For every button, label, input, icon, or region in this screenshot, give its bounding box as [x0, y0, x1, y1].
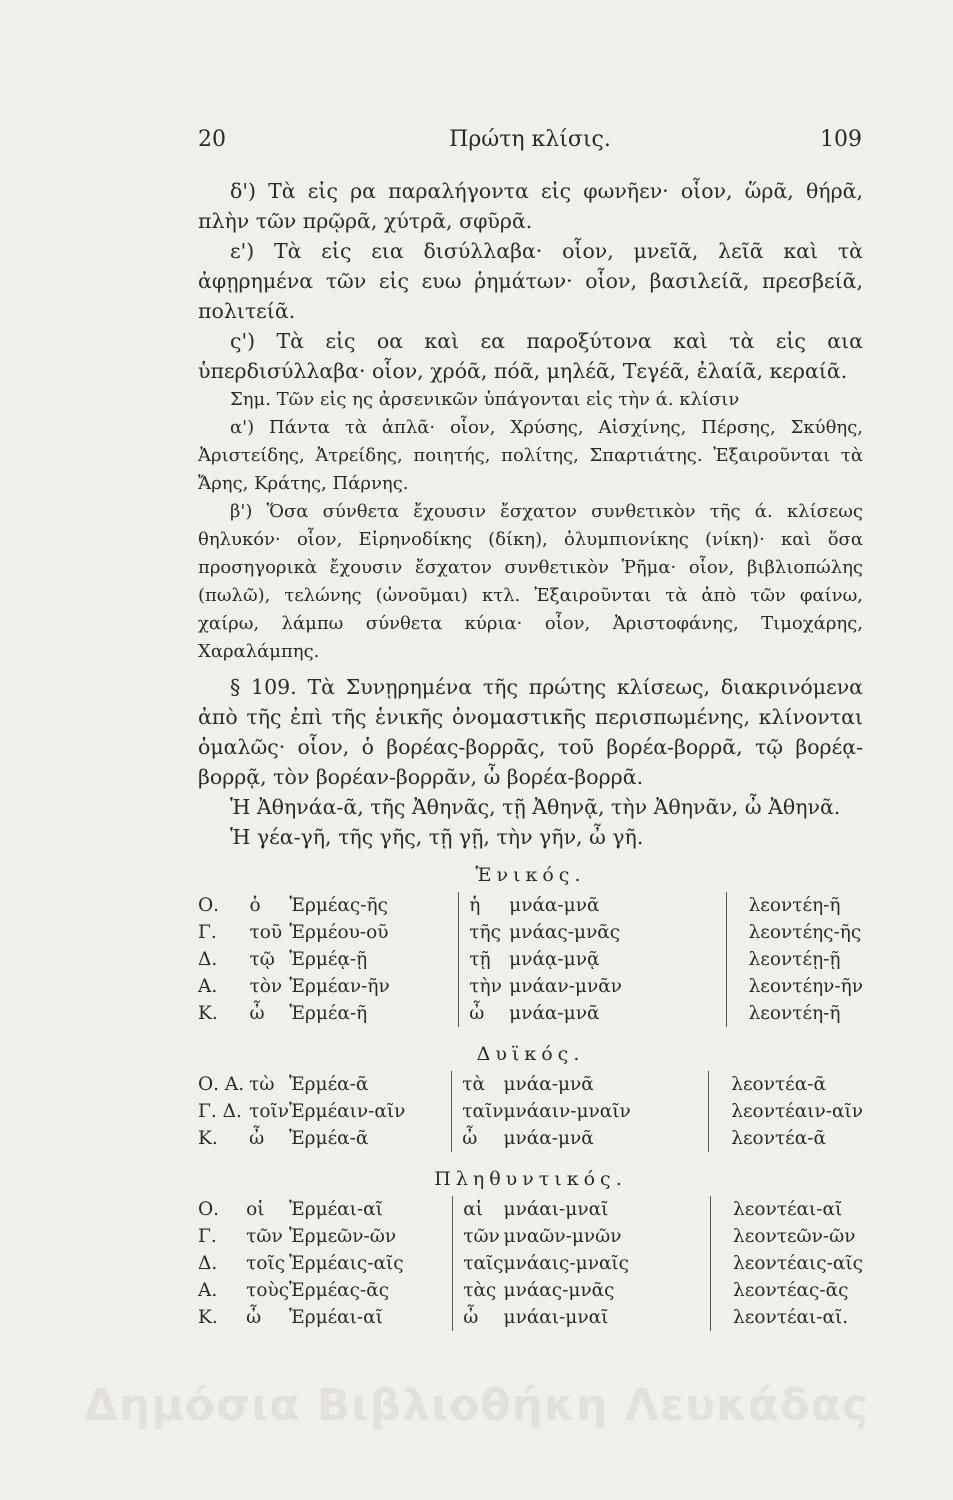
section-number: 109 [820, 127, 862, 152]
hermes-form: Ἑρμέᾳ-ῇ [289, 946, 458, 973]
mna-form: μνάας-μνᾶς [504, 1277, 711, 1304]
case-label: Κ. [198, 1307, 218, 1328]
hermes-form: Ἑρμέα-ᾶ [289, 1125, 452, 1152]
article-fem: ὦ [462, 1128, 478, 1149]
table-row [198, 1071, 863, 1098]
leontee-form: λεοντέῃ-ῇ [748, 949, 841, 970]
section-109-athena: Ἡ Ἀθηνάα-ᾶ, τῆς Ἀθηνᾶς, τῇ Ἀθηνᾷ, τὴν Ἀθηνᾶν, ὦ Ἀθηνᾶ. [230, 795, 841, 819]
article-fem: τῶν [463, 1226, 500, 1247]
case-label: Δ. [198, 1253, 218, 1274]
mna-form: μνάας-μνᾶς [509, 919, 726, 946]
hermes-form: Ἑρμέου-οῦ [289, 919, 458, 946]
mna-form: μνάα-μνᾶ [509, 1000, 726, 1027]
hermes-form: Ἑρμέας-ᾶς [289, 1277, 453, 1304]
mna-form: μνάα-μνᾶ [503, 1071, 708, 1098]
article-masc: ὦ [246, 1307, 262, 1328]
article-fem: αἱ [463, 1199, 483, 1220]
leontee-form: λεοντέη-ῆ [748, 895, 841, 916]
leontee-form: λεοντέα-ᾶ [731, 1074, 826, 1095]
table-row [198, 1223, 863, 1250]
article-fem: τὴν [469, 976, 502, 997]
article-masc: τοῖς [246, 1253, 286, 1274]
page-number: 20 [198, 127, 226, 152]
note-b: β') Ὅσα σύνθετα ἔχουσιν ἔσχατον συνθετικὸν τῆς ά. κλίσεως θηλυκόν· οἷον, Εἰρηνοδίκης (δίκη), ὀλυμπιονίκης (νίκη)· καὶ ὅσα προσηγορικὰ ἔχουσιν ἔσχατον συνθετικὸν Ῥῆμα· οἷον, βιβλιοπώλης (πωλῶ), τελώνης (ὠνοῦμαι) κτλ. Ἐξαιροῦνται τὰ ἀπὸ τῶν φαίνω, χαίρω, λάμπω σύνθετα κύρια· οἷον, Ἀριστοφάνης, Τιμοχάρης, Χαραλάμπης. [198, 501, 863, 662]
case-label: Κ. [198, 1128, 218, 1149]
mna-form: μνάα-μνᾶ [503, 1125, 708, 1152]
leontee-form: λεοντέης-ῆς [748, 922, 862, 943]
leontee-form: λεοντέας-ᾶς [733, 1280, 849, 1301]
table-row [198, 1098, 863, 1125]
hermes-form: Ἑρμέαι-αῖ [289, 1196, 453, 1223]
case-label: Ο. [198, 895, 220, 916]
paragraph-d: δ') Τὰ εἰς ρα παραλήγοντα εἰς φωνῆεν· οἷον, ὥρᾶ, θήρᾶ, πλὴν τῶν πρῷρᾶ, χύτρᾶ, σφῦρᾶ. [198, 179, 863, 233]
leontee-form: λεοντέην-ῆν [748, 976, 863, 997]
mna-form: μναῶν-μνῶν [504, 1223, 711, 1250]
table-row [198, 892, 863, 919]
mna-form: μνάαις-μναῖς [504, 1250, 711, 1277]
hermes-form: Ἑρμέαιν-αῖν [289, 1098, 452, 1125]
hermes-form: Ἑρμέαι-αῖ [289, 1304, 453, 1331]
case-label: Γ. [198, 1226, 217, 1247]
table-row [198, 919, 863, 946]
page-header [198, 127, 862, 161]
mna-form: μνάα-μνᾶ [509, 892, 726, 919]
table-row [198, 1000, 863, 1027]
hermes-form: Ἑρμεῶν-ῶν [289, 1223, 453, 1250]
article-fem: ὦ [469, 1003, 485, 1024]
case-label: Α. [198, 976, 218, 997]
section-109-ge: Ἡ γέα-γῆ, τῆς γῆς, τῇ γῇ, τὴν γῆν, ὦ γῆ. [230, 825, 644, 849]
paragraph-st: ς') Τὰ εἰς οα καὶ εα παροξύτονα καὶ τὰ εἰς αια ὑπερδισύλλαβα· οἷον, χρόᾶ, πόᾶ, μηλέᾶ, Τεγέᾶ, ἐλαίᾶ, κεραίᾶ. [198, 329, 863, 383]
leontee-form: λεοντέαι-αῖ. [733, 1307, 849, 1328]
article-masc: τὼ [249, 1074, 275, 1095]
case-label: Α. [198, 1280, 218, 1301]
leontee-form: λεοντέαι-αῖ [733, 1199, 843, 1220]
case-label: Γ. Δ. [198, 1101, 242, 1122]
article-masc: οἱ [246, 1199, 265, 1220]
table-row [198, 946, 863, 973]
mna-form: μνάαιν-μναῖν [503, 1098, 708, 1125]
hermes-form: Ἑρμέαις-αῖς [289, 1250, 453, 1277]
table-row [198, 973, 863, 1000]
table-row [198, 1250, 863, 1277]
singular-heading: Ἑνικός. [475, 864, 586, 886]
hermes-form: Ἑρμέας-ῆς [289, 892, 458, 919]
table-row [198, 1304, 863, 1331]
case-label: Ο. Α. [198, 1074, 245, 1095]
article-fem: τὰ [462, 1074, 485, 1095]
case-label: Δ. [198, 949, 218, 970]
article-fem: ταῖν [462, 1101, 504, 1122]
case-label: Κ. [198, 1003, 218, 1024]
dual-table [198, 1071, 863, 1152]
mna-form: μνάᾳ-μνᾷ [509, 946, 726, 973]
mna-form: μνάαι-μναῖ [504, 1196, 711, 1223]
plural-heading: Πληθυντικός. [434, 1168, 627, 1190]
plural-table [198, 1196, 863, 1331]
article-masc: τοῖν [249, 1101, 290, 1122]
leontee-form: λεοντέη-ῆ [748, 1003, 841, 1024]
article-fem: τὰς [463, 1280, 497, 1301]
case-label: Ο. [198, 1199, 220, 1220]
article-masc: ὦ [249, 1003, 265, 1024]
hermes-form: Ἑρμέα-ᾶ [289, 1071, 452, 1098]
section-109-text: § 109. Τὰ Συνῃρημένα τῆς πρώτης κλίσεως, διακρινόμενα ἀπὸ τῆς ἐπὶ τῆς ἑνικῆς ὀνομαστικῆς περισπωμένης, κλίνονται ὁμαλῶς· οἷον, ὁ βορέας-βορρᾶς, τοῦ βορέα-βορρᾶ, τῷ βορέᾳ-βορρᾷ, τὸν βορέαν-βορρᾶν, ὦ βορέα-βορρᾶ. [198, 675, 863, 789]
article-masc: ὦ [249, 1128, 265, 1149]
page-body [198, 176, 863, 1331]
article-masc: τῷ [249, 949, 275, 970]
table-row [198, 1196, 863, 1223]
table-row [198, 1277, 863, 1304]
article-masc: τοὺς [246, 1280, 290, 1301]
mna-form: μνάαι-μναῖ [504, 1304, 711, 1331]
article-masc: τῶν [246, 1226, 283, 1247]
article-fem: τῇ [469, 949, 491, 970]
article-fem: ταῖς [463, 1253, 504, 1274]
hermes-form: Ἑρμέα-ῆ [289, 1000, 458, 1027]
mna-form: μνάαν-μνᾶν [509, 973, 726, 1000]
article-masc: ὁ [249, 895, 261, 916]
article-masc: τοῦ [249, 922, 283, 943]
article-masc: τὸν [249, 976, 283, 997]
article-fem: ἡ [469, 895, 481, 916]
article-fem: ὦ [463, 1307, 479, 1328]
leontee-form: λεοντεῶν-ῶν [733, 1226, 856, 1247]
running-title: Πρώτη κλίσις. [449, 127, 611, 152]
dual-heading: Δυϊκός. [476, 1043, 585, 1065]
article-fem: τῆς [469, 922, 501, 943]
singular-table [198, 892, 863, 1027]
table-row [198, 1125, 863, 1152]
paragraph-e: ε') Τὰ εἰς εια δισύλλαβα· οἷον, μνεῖᾶ, λεῖᾶ καὶ τὰ ἀφῃρημένα τῶν εἰς ευω ῥημάτων· οἷον, βασιλείᾶ, πρεσβείᾶ, πολιτείᾶ. [198, 239, 863, 323]
case-label: Γ. [198, 922, 217, 943]
note-a: α') Πάντα τὰ ἁπλᾶ· οἷον, Χρύσης, Αἰσχίνης, Πέρσης, Σκύθης, Ἀριστείδης, Ἀτρείδης, ποιητής, πολίτης, Σπαρτιάτης. Ἐξαιροῦνται τὰ Ἄρης, Κράτης, Πάρνης. [198, 417, 863, 494]
library-watermark: Δημόσια Βιβλιοθήκη Λευκάδας [83, 1380, 870, 1431]
hermes-form: Ἑρμέαν-ῆν [289, 973, 458, 1000]
leontee-form: λεοντέαις-αῖς [733, 1253, 863, 1274]
leontee-form: λεοντέα-ᾶ [731, 1128, 826, 1149]
leontee-form: λεοντέαιν-αῖν [731, 1101, 863, 1122]
note-intro: Σημ. Τῶν εἰς ης ἀρσενικῶν ὑπάγονται εἰς τὴν ά. κλίσιν [230, 389, 740, 410]
